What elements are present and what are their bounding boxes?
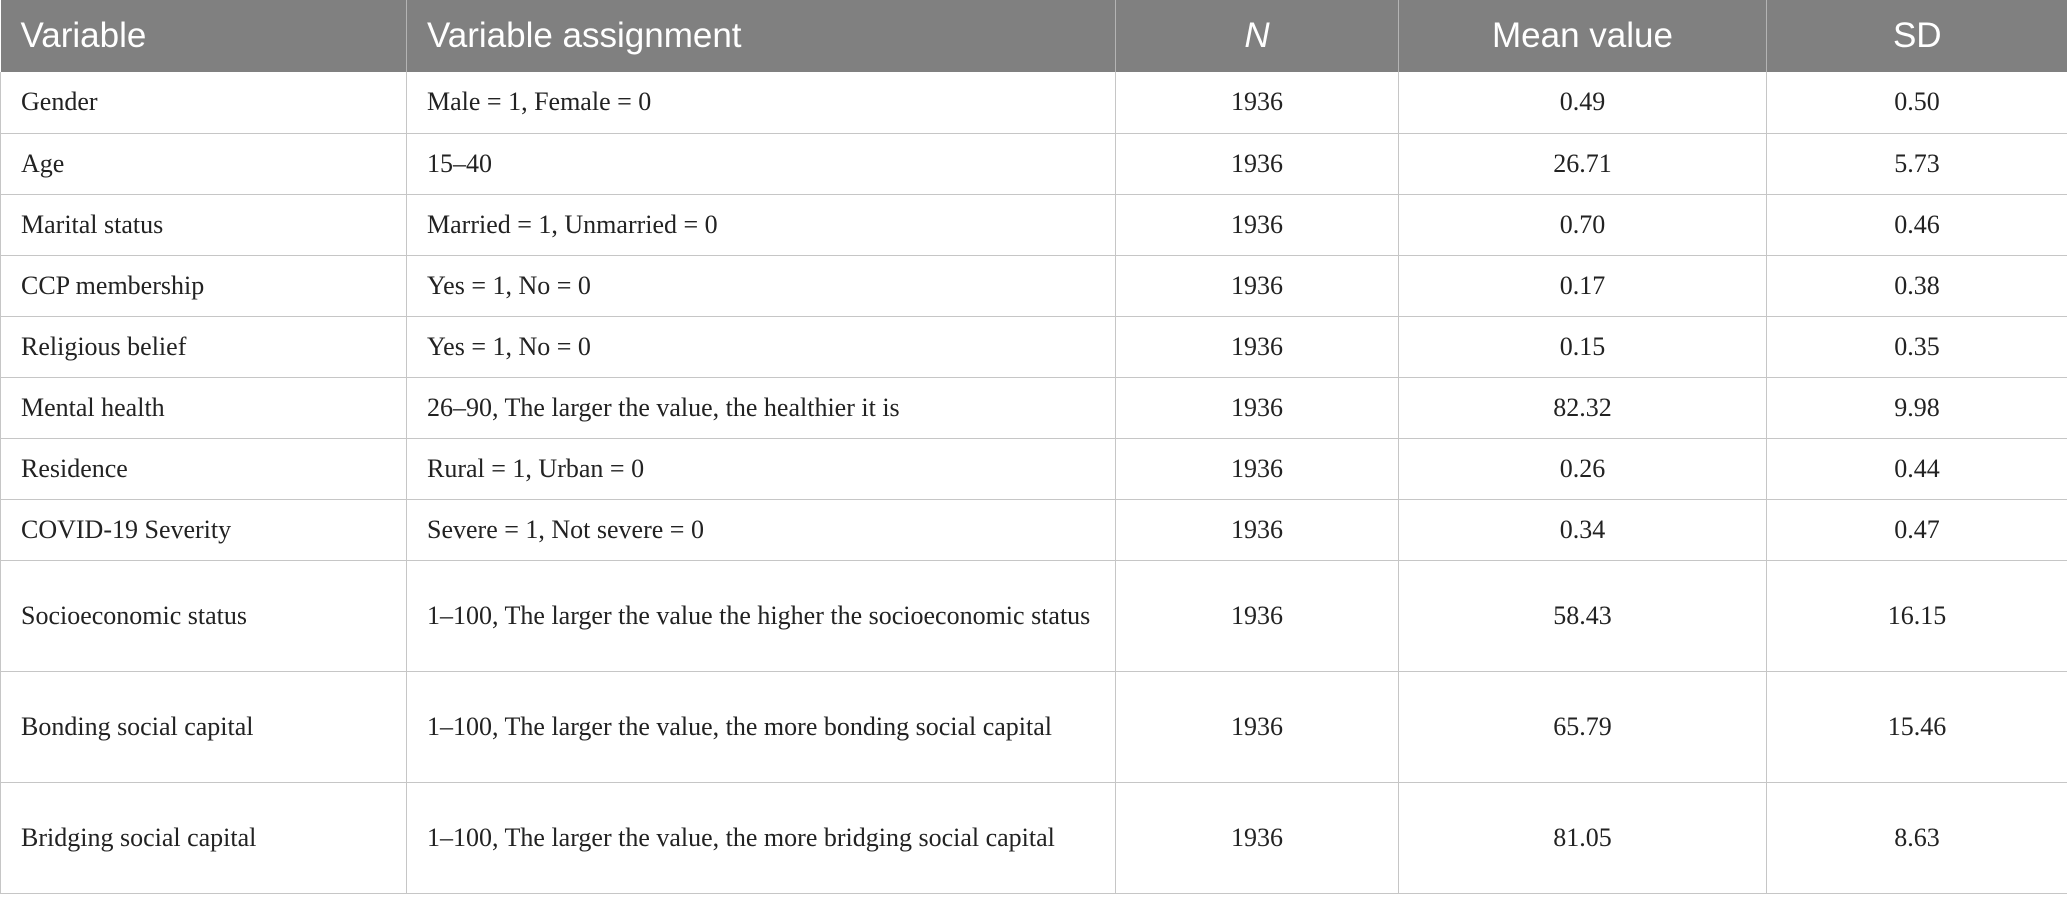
cell-assignment: Married = 1, Unmarried = 0: [407, 194, 1116, 255]
cell-mean: 0.34: [1399, 499, 1767, 560]
cell-n: 1936: [1116, 133, 1399, 194]
cell-variable: Bonding social capital: [1, 671, 407, 782]
cell-sd: 9.98: [1767, 377, 2067, 438]
cell-sd: 0.47: [1767, 499, 2067, 560]
cell-n: 1936: [1116, 72, 1399, 133]
cell-assignment: Rural = 1, Urban = 0: [407, 438, 1116, 499]
cell-variable: Religious belief: [1, 316, 407, 377]
cell-mean: 0.26: [1399, 438, 1767, 499]
table-row: [1, 133, 2067, 194]
cell-sd: 0.50: [1767, 72, 2067, 133]
cell-n: 1936: [1116, 316, 1399, 377]
table-row: [1, 194, 2067, 255]
cell-n: 1936: [1116, 671, 1399, 782]
cell-n: 1936: [1116, 499, 1399, 560]
cell-n: 1936: [1116, 377, 1399, 438]
header-variable-assignment: Variable assignment: [407, 0, 1116, 72]
table-row: [1, 377, 2067, 438]
cell-sd: 8.63: [1767, 782, 2067, 893]
cell-variable: Mental health: [1, 377, 407, 438]
cell-sd: 5.73: [1767, 133, 2067, 194]
cell-variable: Age: [1, 133, 407, 194]
table-row: [1, 438, 2067, 499]
table-row: [1, 560, 2067, 671]
cell-mean: 0.17: [1399, 255, 1767, 316]
table-row: [1, 316, 2067, 377]
cell-assignment: Male = 1, Female = 0: [407, 72, 1116, 133]
table-body: [1, 72, 2067, 893]
cell-sd: 15.46: [1767, 671, 2067, 782]
cell-mean: 0.15: [1399, 316, 1767, 377]
cell-sd: 0.44: [1767, 438, 2067, 499]
table-row: [1, 782, 2067, 893]
cell-variable: CCP membership: [1, 255, 407, 316]
cell-n: 1936: [1116, 782, 1399, 893]
table-row: [1, 72, 2067, 133]
cell-assignment: Severe = 1, Not severe = 0: [407, 499, 1116, 560]
cell-mean: 26.71: [1399, 133, 1767, 194]
cell-variable: Socioeconomic status: [1, 560, 407, 671]
cell-n: 1936: [1116, 438, 1399, 499]
cell-sd: 0.35: [1767, 316, 2067, 377]
cell-variable: Residence: [1, 438, 407, 499]
cell-mean: 82.32: [1399, 377, 1767, 438]
cell-assignment: 26–90, The larger the value, the healthier it is: [407, 377, 1116, 438]
cell-assignment: Yes = 1, No = 0: [407, 255, 1116, 316]
cell-mean: 0.49: [1399, 72, 1767, 133]
cell-mean: 81.05: [1399, 782, 1767, 893]
header-variable: Variable: [1, 0, 407, 72]
cell-assignment: 1–100, The larger the value the higher the socioeconomic status: [407, 560, 1116, 671]
cell-sd: 0.38: [1767, 255, 2067, 316]
cell-variable: COVID-19 Severity: [1, 499, 407, 560]
cell-variable: Bridging social capital: [1, 782, 407, 893]
cell-assignment: 1–100, The larger the value, the more bonding social capital: [407, 671, 1116, 782]
cell-n: 1936: [1116, 194, 1399, 255]
table-row: [1, 499, 2067, 560]
cell-mean: 0.70: [1399, 194, 1767, 255]
cell-n: 1936: [1116, 255, 1399, 316]
cell-n: 1936: [1116, 560, 1399, 671]
cell-assignment: 15–40: [407, 133, 1116, 194]
cell-variable: Marital status: [1, 194, 407, 255]
cell-assignment: Yes = 1, No = 0: [407, 316, 1116, 377]
cell-sd: 0.46: [1767, 194, 2067, 255]
table-row: [1, 671, 2067, 782]
cell-variable: Gender: [1, 72, 407, 133]
cell-sd: 16.15: [1767, 560, 2067, 671]
table-header: [1, 0, 2067, 72]
cell-mean: 58.43: [1399, 560, 1767, 671]
table-row: [1, 255, 2067, 316]
cell-assignment: 1–100, The larger the value, the more bridging social capital: [407, 782, 1116, 893]
header-n: N: [1116, 0, 1399, 72]
header-sd: SD: [1767, 0, 2067, 72]
cell-mean: 65.79: [1399, 671, 1767, 782]
header-mean-value: Mean value: [1399, 0, 1767, 72]
